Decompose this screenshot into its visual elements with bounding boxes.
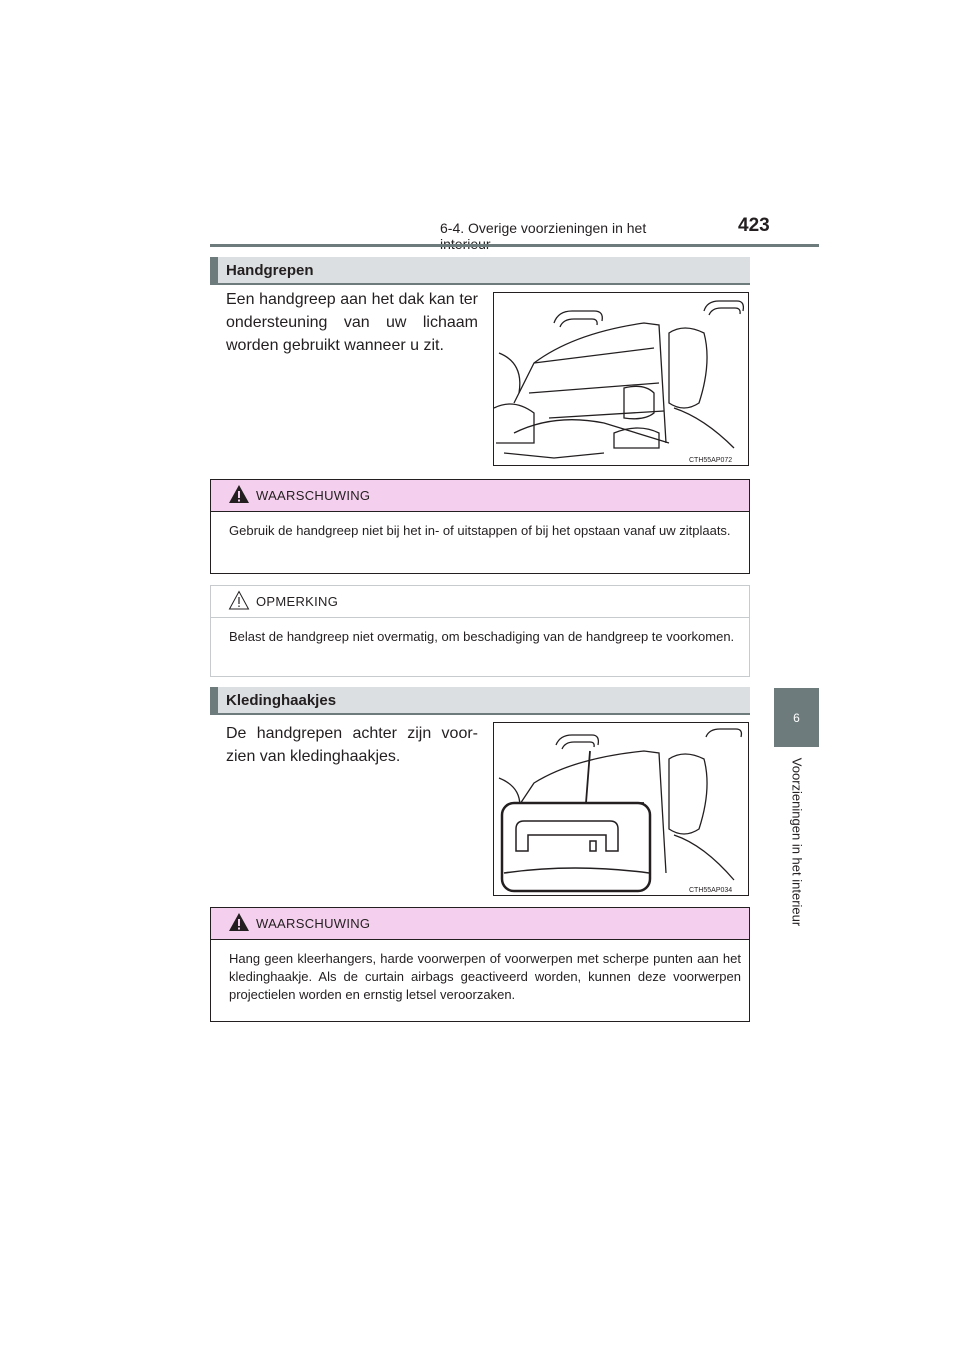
figure-code: CTH55AP034 xyxy=(689,887,733,894)
chapter-tab-number: 6 xyxy=(793,711,800,725)
page-number: 423 xyxy=(738,215,770,236)
warning-box-clothes-hook xyxy=(210,907,750,1022)
section-heading-handgrepen xyxy=(210,257,750,285)
chapter-section-title: 6-4. Overige voorzieningen in het xyxy=(440,220,647,236)
warning-text: Hang geen kleerhangers, harde voorwerpen of voorwerpen met scherpe punten aan het kledinghaakje. Als de curtain airbags geactiveerd worden, kunnen deze voorwerpen projectielen worden en ernstig letsel veroorzaken. xyxy=(229,951,741,1002)
interior-illustration xyxy=(494,293,748,465)
warning-triangle-icon xyxy=(228,484,250,504)
figure-code: CTH55AP072 xyxy=(689,457,733,464)
notice-text: Belast de handgreep niet overmatig, om beschadiging van de handgreep te voorkomen. xyxy=(229,629,735,644)
warning-label: WAARSCHUWING xyxy=(256,488,371,503)
heading-marker xyxy=(210,687,218,713)
section-heading-text: Handgrepen xyxy=(226,262,314,279)
warning-header xyxy=(211,908,749,940)
notice-box xyxy=(210,585,750,677)
warning-label: WAARSCHUWING xyxy=(256,916,371,931)
notice-label: OPMERKING xyxy=(256,594,339,609)
notice-header xyxy=(211,586,749,618)
warning-text: Gebruik de handgreep niet bij het in- of uitstappen of bij het opstaan vanaf uw zitplaats. xyxy=(229,523,731,538)
figure-coat-hook xyxy=(493,722,749,896)
interior-illustration xyxy=(494,723,748,895)
heading-marker xyxy=(210,257,218,283)
warning-header xyxy=(211,480,749,512)
warning-box xyxy=(210,479,750,574)
figure-roof-grab-handle xyxy=(493,292,749,466)
section-body-text: De handgrepen achter zijn voor-zien van kledinghaakjes. xyxy=(226,725,478,765)
section-body-text: Een handgreep aan het dak kan ter ondersteuning van uw lichaam worden gebruikt wanneer u zit. xyxy=(226,291,478,354)
warning-triangle-icon xyxy=(228,912,250,932)
header-divider xyxy=(210,244,819,247)
caution-triangle-icon xyxy=(228,590,250,610)
chapter-tab-label: Voorzieningen in het interieur xyxy=(789,757,805,927)
section-heading-text: Kledinghaakjes xyxy=(226,692,337,709)
section-heading-kledinghaakjes xyxy=(210,687,750,715)
